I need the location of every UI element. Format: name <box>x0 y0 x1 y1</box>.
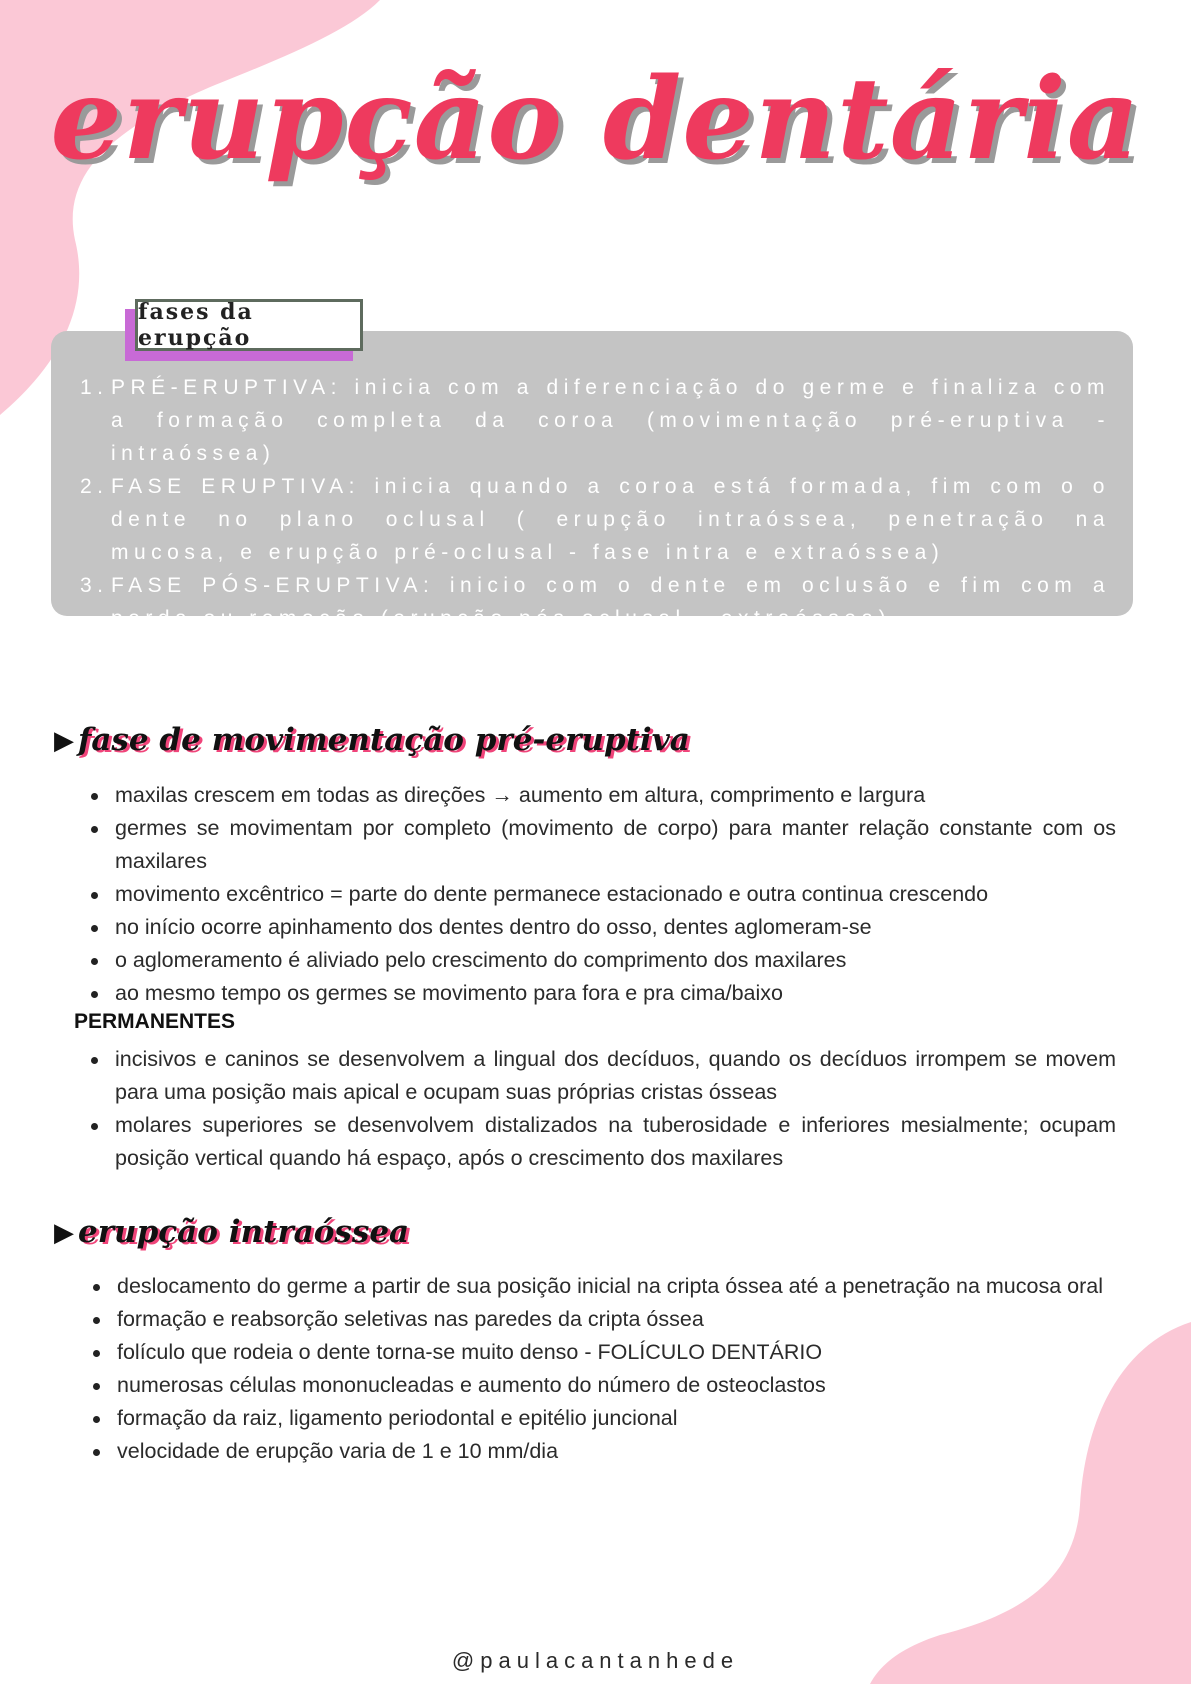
pre-eruptive-list <box>88 779 1116 1010</box>
list-item: germes se movimentam por completo (movimento de corpo) para manter relação constante com os maxilares <box>88 812 1116 878</box>
permanent-list <box>88 1043 1116 1175</box>
list-item: no início ocorre apinhamento dos dentes dentro do osso, dentes aglomeram-se <box>88 911 1116 944</box>
section-title-intraosseous: ▶ erupção intraóssea <box>54 1214 410 1250</box>
list-item: maxilas crescem em todas as direções → aumento em altura, comprimento e largura <box>88 779 1116 812</box>
intraosseous-list <box>90 1270 1118 1468</box>
list-item: ao mesmo tempo os germes se movimento para fora e pra cima/baixo <box>88 977 1116 1010</box>
phase-text: FASE PÓS-ERUPTIVA: inicio com o dente em oclusão e fim com a perda ou remoção (erupção pós-oclusal - extraóssea) <box>111 574 1110 630</box>
list-item: molares superiores se desenvolvem distalizados na tuberosidade e inferiores mesialmente; ocupam posição vertical quando há espaço, após o crescimento dos maxilares <box>88 1109 1116 1175</box>
list-item: movimento excêntrico = parte do dente permanece estacionado e outra continua crescendo <box>88 878 1116 911</box>
author-handle: @paulacantanhede <box>451 1648 740 1673</box>
phase-item: 3. FASE PÓS-ERUPTIVA: inicio com o dente em oclusão e fim com a perda ou remoção (erupção pós-oclusal - extraóssea) <box>80 574 1110 630</box>
list-item: incisivos e caninos se desenvolvem a lingual dos decíduos, quando os decíduos irrompem se movem para uma posição mais apical e ocupam suas próprias cristas ósseas <box>88 1043 1116 1109</box>
list-item: formação e reabsorção seletivas nas paredes da cripta óssea <box>90 1303 1118 1336</box>
phase-item: 1. PRÉ-ERUPTIVA: inicia com a diferenciação do germe e finaliza com a formação completa da coroa (movimentação pré-eruptiva - intraóssea) <box>80 376 1110 465</box>
phase-item: 2. FASE ERUPTIVA: inicia quando a coroa está formada, fim com o o dente no plano oclusal ( erupção intraóssea, penetração na mucosa, e erupção pré-oclusal - fase intra e extraóssea) <box>80 475 1110 564</box>
page-title: erupção dentária <box>50 54 1141 185</box>
phases-list <box>80 371 1110 635</box>
list-item: o aglomeramento é aliviado pelo crescimento do comprimento dos maxilares <box>88 944 1116 977</box>
phases-heading: fases da erupção <box>135 299 363 351</box>
list-item: deslocamento do germe a partir de sua posição inicial na cripta óssea até a penetração na mucosa oral <box>90 1270 1118 1303</box>
list-item: folículo que rodeia o dente torna-se muito denso - FOLÍCULO DENTÁRIO <box>90 1336 1118 1369</box>
section-title-pre-eruptive: ▶ fase de movimentação pré-eruptiva <box>54 722 690 758</box>
triangle-right-icon: ▶ <box>54 1216 74 1247</box>
list-item: velocidade de erupção varia de 1 e 10 mm/dia <box>90 1435 1118 1468</box>
triangle-right-icon: ▶ <box>54 724 74 755</box>
phase-text: PRÉ-ERUPTIVA: inicia com a diferenciação do germe e finaliza com a formação completa da coroa (movimentação pré-eruptiva - intraóssea) <box>111 376 1110 465</box>
phase-text: FASE ERUPTIVA: inicia quando a coroa está formada, fim com o o dente no plano oclusal ( erupção intraóssea, penetração na mucosa, e erupção pré-oclusal - fase intra e extraóssea) <box>111 475 1110 564</box>
list-item: formação da raiz, ligamento periodontal e epitélio juncional <box>90 1402 1118 1435</box>
list-item: numerosas células mononucleadas e aumento do número de osteoclastos <box>90 1369 1118 1402</box>
permanent-subheading: PERMANENTES <box>74 1010 236 1033</box>
